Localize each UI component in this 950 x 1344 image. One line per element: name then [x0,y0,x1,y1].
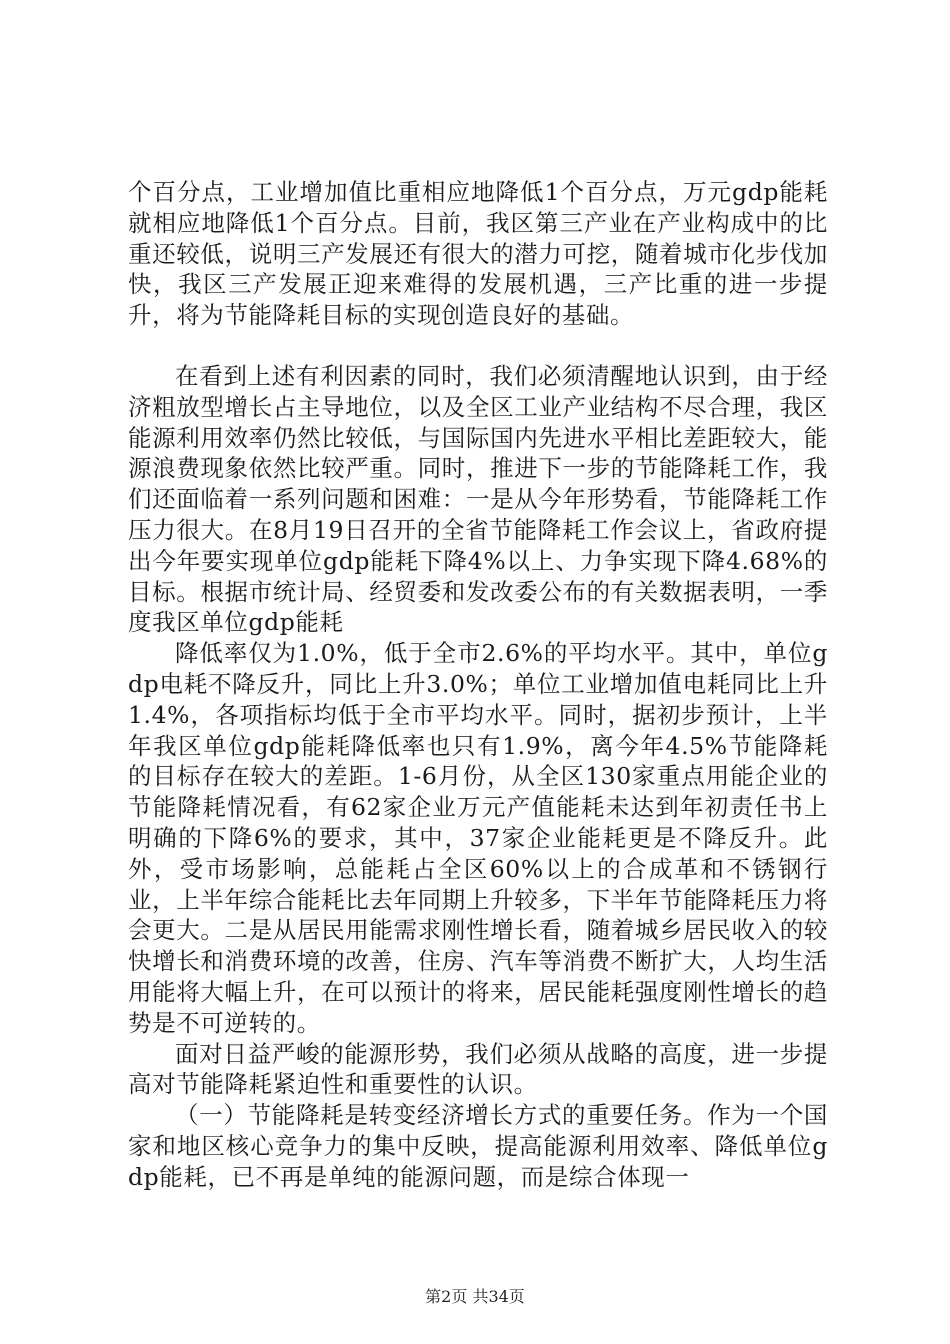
paragraph-3: 降低率仅为1.0%，低于全市2.6%的平均水平。其中，单位gdp电耗不降反升，同比上升3.0%；单位工业增加值电耗同比上升1.4%，各项指标均低于全市平均水平。同时，据初步预计，上半年我区单位gdp能耗降低率也只有1.9%，离今年4.5%节能降耗的目标存在较大的差距。1-6月份，从全区130家重点用能企业的节能降耗情况看，有62家企业万元产值能耗未达到年初责任书上明确的下降6%的要求，其中，37家企业能耗更是不降反升。此外，受市场影响，总能耗占全区60%以上的合成革和不锈钢行业，上半年综合能耗比去年同期上升较多，下半年节能降耗压力将会更大。二是从居民用能需求刚性增长看，随着城乡居民收入的较快增长和消费环境的改善，住房、汽车等消费不断扩大，人均生活用能将大幅上升，在可以预计的将来，居民能耗强度刚性增长的趋势是不可逆转的。 [128,639,828,1037]
document-body [128,177,828,1193]
paragraph-gap [128,331,828,361]
paragraph-5: （一）节能降耗是转变经济增长方式的重要任务。作为一个国家和地区核心竞争力的集中反映，提高能源利用效率、降低单位gdp能耗，已不再是单纯的能源问题，而是综合体现一 [128,1101,828,1191]
paragraph-1: 个百分点，工业增加值比重相应地降低1个百分点，万元gdp能耗就相应地降低1个百分点。目前，我区第三产业在产业构成中的比重还较低，说明三产发展还有很大的潜力可挖，随着城市化步伐加快，我区三产发展正迎来难得的发展机遇，三产比重的进一步提升，将为节能降耗目标的实现创造良好的基础。 [128,178,828,330]
page-footer: 第2页 共34页 [425,1287,525,1306]
paragraph-2: 在看到上述有利因素的同时，我们必须清醒地认识到，由于经济粗放型增长占主导地位，以及全区工业产业结构不尽合理，我区能源利用效率仍然比较低，与国际国内先进水平相比差距较大，能源浪费现象依然比较严重。同时，推进下一步的节能降耗工作，我们还面临着一系列问题和困难：一是从今年形势看，节能降耗工作压力很大。在8月19日召开的全省节能降耗工作会议上，省政府提出今年要实现单位gdp能耗下降4%以上、力争实现下降4.68%的目标。根据市统计局、经贸委和发改委公布的有关数据表明，一季度我区单位gdp能耗 [128,361,828,637]
paragraph-4: 面对日益严峻的能源形势，我们必须从战略的高度，进一步提高对节能降耗紧迫性和重要性的认识。 [128,1039,828,1099]
